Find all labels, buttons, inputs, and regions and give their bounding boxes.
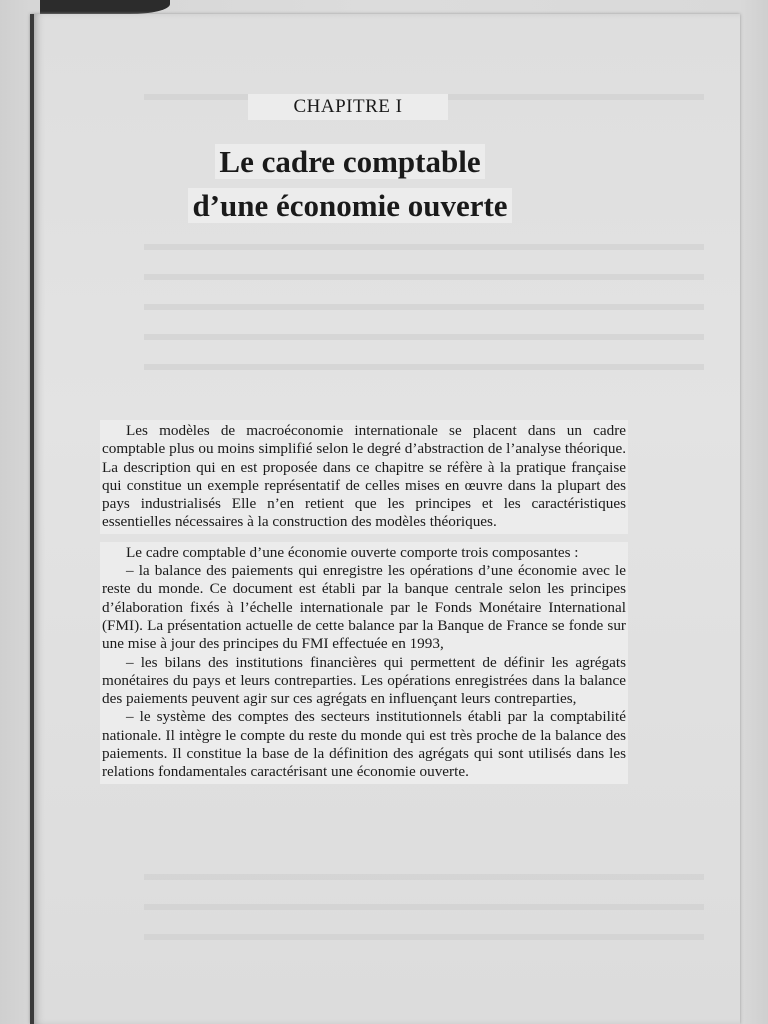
chapter-title-line2: d’une économie ouverte <box>188 188 511 223</box>
components-paragraph <box>100 542 628 784</box>
bleed-through-line <box>144 304 704 310</box>
bleed-through-line <box>144 274 704 280</box>
bleed-through-line <box>144 244 704 250</box>
chapter-label: CHAPITRE I <box>248 94 448 120</box>
bleed-through-line <box>144 904 704 910</box>
component-item-bilans: – les bilans des institutions financières qui permettent de définir les agrégats monétaires du pays et leurs contreparties. Les opérations enregistrées dans la balance des paiements peuvent agir sur ces agrégats en influençant leurs contreparties, <box>102 653 626 708</box>
components-intro: Le cadre comptable d’une économie ouverte comporte trois composantes : <box>126 543 579 561</box>
bleed-through-line <box>144 334 704 340</box>
chapter-body <box>100 420 628 792</box>
component-item-balance: – la balance des paiements qui enregistre les opérations d’une économie avec le reste du monde. Ce document est établi par la banque centrale selon les principes d’élaboration fixés à l’échelle internationale par le Fonds Monétaire International (FMI). La présentation actuelle de cette balance par la Banque de France se fonde sur une mise à jour des principes du FMI effectuée en 1993, <box>102 562 626 653</box>
chapter-title-line1: Le cadre comptable <box>215 144 484 179</box>
page-corner-shadow <box>40 0 170 14</box>
bleed-through-line <box>144 934 704 940</box>
intro-paragraph: Les modèles de macroéconomie internationale se placent dans un cadre comptable plus ou moins simplifié selon le degré d’abstraction de l’analyse théorique. La description qui en est proposée dans ce chapitre se réfère à la pratique française qui constitue un exemple représentatif de celles mises en œuvre dans la plupart des pays industrialisés Elle n’en retient que les principes et les caractéristiques essentielles nécessaires à la construction des modèles théoriques. <box>100 420 628 534</box>
chapter-title <box>100 140 600 228</box>
component-item-comptes: – le système des comptes des secteurs institutionnels établi par la comptabilité nationale. Il intègre le compte du reste du monde qui est très proche de la balance des paiements. Il constitue la base de la définition des agrégats qui sont utilisés dans les relations fondamentales caractérisant une économie ouverte. <box>102 708 626 781</box>
bleed-through-line <box>144 874 704 880</box>
bleed-through-line <box>144 364 704 370</box>
